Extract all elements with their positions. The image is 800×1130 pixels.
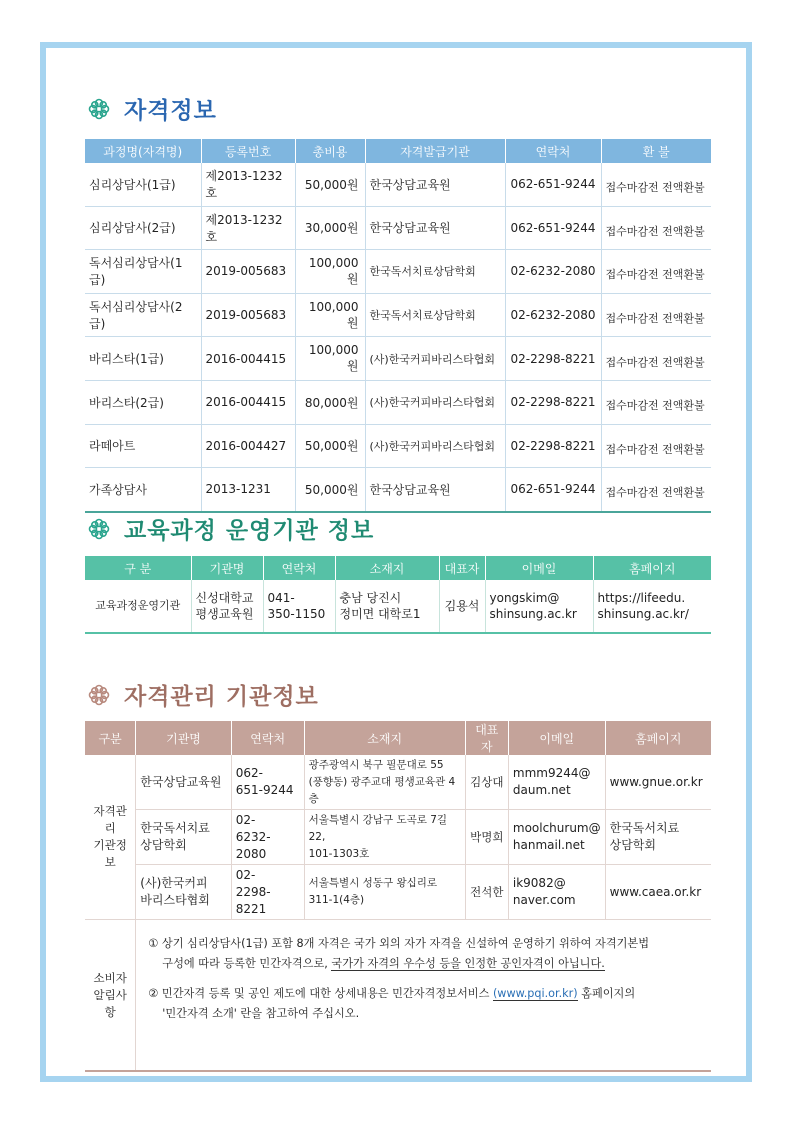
table-row: 한국독서치료 상담학회 02- 6232-2080 서울특별시 강남구 도곡로 7길 22, 101-1303호 박명희 moolchurum@ hanmail.net 한국독서치료 상담학회: [85, 810, 711, 865]
education-section-title: 교육과정 운영기관 정보: [88, 512, 374, 545]
homepage-link[interactable]: 한국독서치료 상담학회: [605, 810, 711, 865]
qualification-section-title: 자격정보: [88, 92, 217, 125]
table-row: 독서심리상담사(2급) 2019-005683 100,000원 한국독서치료상담학회 02-6232-2080 접수마감전 전액환불: [85, 293, 711, 337]
email-link[interactable]: yongskim@ shinsung.ac.kr: [485, 580, 593, 633]
column-header: 기관명: [191, 556, 263, 580]
column-header: 소재지: [304, 721, 465, 755]
column-header: 홈페이지: [605, 721, 711, 755]
column-header: 이메일: [508, 721, 605, 755]
email-link[interactable]: ik9082@ naver.com: [508, 865, 605, 920]
flower-icon: [88, 518, 110, 540]
column-header: 홈페이지: [593, 556, 711, 580]
table-row: 심리상담사(2급) 제2013-1232호 30,000원 한국상담교육원 062-651-9244 접수마감전 전액환불: [85, 206, 711, 250]
homepage-link[interactable]: www.caea.or.kr: [605, 865, 711, 920]
email-link[interactable]: mmm9244@ daum.net: [508, 755, 605, 810]
table-header-row: [85, 721, 711, 755]
column-header: 기관명: [136, 721, 231, 755]
column-header: 자격발급기관: [365, 139, 505, 163]
qualification-table: [85, 139, 711, 513]
table-row: 바리스타(2급) 2016-004415 80,000원 (사)한국커피바리스타협회 02-2298-8221 접수마감전 전액환불: [85, 380, 711, 424]
management-section-title: 자격관리 기관정보: [88, 678, 319, 711]
flower-icon: [88, 684, 110, 706]
column-header: 연락처: [263, 556, 335, 580]
homepage-link[interactable]: https://lifeedu. shinsung.ac.kr/: [593, 580, 711, 633]
column-header: 과정명(자격명): [85, 139, 201, 163]
table-row: 교육과정운영기관 신성대학교 평생교육원 041- 350-1150 충남 당진시 정미면 대학로1 김용석 yongskim@ shinsung.ac.kr https://lifeedu. shinsung.ac.kr/: [85, 580, 711, 633]
table-row: 라떼아트 2016-004427 50,000원 (사)한국커피바리스타협회 02-2298-8221 접수마감전 전액환불: [85, 424, 711, 468]
table-row: (사)한국커피 바리스타협회 02- 2298-8221 서울특별시 성동구 왕십리로 311-1(4층) 전석한 ik9082@ naver.com www.caea.or.kr: [85, 865, 711, 920]
management-institution-table: [85, 721, 711, 1072]
column-header: 등록번호: [201, 139, 295, 163]
consumer-notice: ① 상기 심리상담사(1급) 포함 8개 자격은 국가 외의 자가 자격을 신설하여 운영하기 위하여 자격기본법 구성에 따라 등록한 민간자격으로, 국가가 자격의 우수성 등을 인정한 공인자격이 아닙니다. ② 민간자격 등록 및 공인 제도에 대한 상세내용은 민간자격정보서비스 (www.pqi.or.kr) 홈페이지의 '민간자격 소개' 란을 참고하여 주십시오.: [136, 920, 711, 1072]
table-header-row: [85, 139, 711, 163]
column-header: 소재지: [335, 556, 439, 580]
table-row: 독서심리상담사(1급) 2019-005683 100,000원 한국독서치료상담학회 02-6232-2080 접수마감전 전액환불: [85, 250, 711, 294]
column-header: 환 불: [601, 139, 711, 163]
column-header: 연락처: [505, 139, 601, 163]
table-row: 자격관리 기관정보 한국상담교육원 062- 651-9244 광주광역시 북구 필문대로 55 (풍향동) 광주교대 평생교육관 4층 김상대 mmm9244@ daum.net www.gnue.or.kr: [85, 755, 711, 810]
table-row: 바리스타(1급) 2016-004415 100,000원 (사)한국커피바리스타협회 02-2298-8221 접수마감전 전액환불: [85, 337, 711, 381]
column-header: 총비용: [295, 139, 365, 163]
column-header: 이메일: [485, 556, 593, 580]
column-header: 대표자: [465, 721, 508, 755]
education-institution-table: [85, 556, 711, 634]
pqi-link[interactable]: (www.pqi.or.kr): [492, 987, 578, 1000]
flower-icon: [88, 98, 110, 120]
homepage-link[interactable]: www.gnue.or.kr: [605, 755, 711, 810]
table-row: 가족상담사 2013-1231 50,000원 한국상담교육원 062-651-9244 접수마감전 전액환불: [85, 468, 711, 512]
column-header: 구분: [85, 721, 136, 755]
column-header: 구 분: [85, 556, 191, 580]
email-link[interactable]: moolchurum@ hanmail.net: [508, 810, 605, 865]
column-header: 대표자: [439, 556, 485, 580]
consumer-notice-row: 소비자 알림사항 ① 상기 심리상담사(1급) 포함 8개 자격은 국가 외의 자가 자격을 신설하여 운영하기 위하여 자격기본법 구성에 따라 등록한 민간자격으로, 국가가 자격의 우수성 등을 인정한 공인자격이 아닙니다. ② 민간자격 등록 및 공인 제도에 대한 상세내용은 민간자격정보서비스 (www.pqi.or.kr) 홈페이지의 '민간자격 소개' 란을 참고하여 주십시오.: [85, 920, 711, 1072]
column-header: 연락처: [231, 721, 304, 755]
table-row: 심리상담사(1급) 제2013-1232호 50,000원 한국상담교육원 062-651-9244 접수마감전 전액환불: [85, 163, 711, 206]
table-header-row: [85, 556, 711, 580]
